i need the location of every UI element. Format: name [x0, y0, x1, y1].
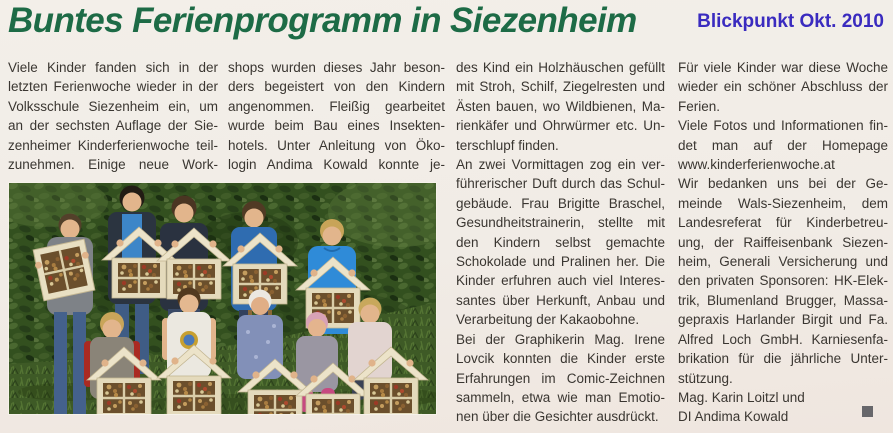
article-line: Alfred Loch GmbH. Karniesenfa-	[678, 331, 888, 347]
masthead-date: Blickpunkt Okt. 2010	[697, 11, 884, 32]
article-line: heim, Generali Versicherung und	[678, 254, 888, 270]
article-line: Erfahrungen im Comic-Zeichnen	[456, 370, 665, 386]
article-line: Volksschule Siezenheim ein, um	[8, 98, 218, 114]
article-line: terschlupf finden.	[456, 137, 559, 153]
article-line: an der sechsten Auflage der Sie-	[8, 118, 218, 134]
article-line: Viele Kinder fanden sich in der	[8, 60, 218, 75]
article-line: den privaten Sponsoren: HK-Elek-	[678, 273, 888, 289]
article-line: gepraxis Harlander Birgit und Fa.	[678, 312, 888, 328]
article-line: führerischer Duft durch das Schul-	[456, 176, 665, 192]
article-photo	[8, 182, 437, 415]
article-line: www.kinderferienwoche.at	[678, 157, 835, 173]
article-line: Schokolade und Pralinen her. Die	[456, 254, 665, 270]
article-line: Mag. Karin Loitzl und	[678, 389, 805, 405]
article-line: Ästen bauen, wo Wildbienen, Ma-	[456, 98, 665, 114]
article-line: zenheimer Kinderferienwoche teil-	[8, 137, 218, 153]
article-line: gebäude. Frau Brigitte Braschel,	[456, 195, 665, 211]
article-line: Gesundheitstrainerin, stellte mit	[456, 215, 665, 231]
article-line: An zwei Vormittagen zog ein ver-	[456, 157, 665, 173]
article-line: sammeln, etwa wie man Emotio-	[456, 389, 665, 405]
article-line: login Andima Kowald konnte je-	[228, 157, 445, 173]
article-line: Ferien.	[678, 98, 721, 114]
article-column-4	[678, 58, 888, 427]
article-line: DI Andima Kowald	[678, 409, 789, 425]
article-line: trik, Blumenland Brugger, Massa-	[678, 292, 888, 308]
article-line: stützung.	[678, 370, 733, 386]
article-line: Bei der Graphikerin Mag. Irene	[456, 331, 665, 347]
article-line: meinde Wals-Siezenheim, dem	[678, 195, 888, 211]
article-line: hotels. Unter Anleitung von Öko-	[228, 137, 445, 153]
article-line: letzten Ferienwoche wieder in der	[8, 79, 218, 95]
article-line: Lovcik konnten die Kinder erste	[456, 351, 665, 367]
article-line: brikation für die jährliche Unter-	[678, 351, 888, 367]
article-line: ders begeistert von den Kindern	[228, 79, 445, 95]
article-line: zunehmen. Einige neue Work-	[8, 157, 218, 173]
article-line: Verarbeitung der Kakaobohne.	[456, 312, 640, 328]
article-line: Kinder erfuhren auch viel Interes-	[456, 273, 665, 289]
article-line: Für viele Kinder war diese Woche	[678, 60, 888, 75]
article-title: Buntes Ferienprogramm in Siezenheim	[8, 1, 637, 40]
article-line: Landesreferat für Kinderbetreu-	[678, 215, 888, 231]
article-line: des Kind ein Holzhäuschen gefüllt	[456, 60, 665, 75]
article-line: wurde beim Bau eines Insekten-	[228, 118, 445, 134]
article-line: shops wurden dieses Jahr beson-	[228, 60, 445, 75]
article-line: nen über die Gesichter ausdrückt.	[456, 409, 659, 425]
article-column-1	[8, 58, 218, 174]
article-line: rienkäfer und Ohrwürmer etc. Un-	[456, 118, 665, 134]
article-line: det man auf der Homepage	[678, 137, 888, 153]
article-column-3	[456, 58, 665, 427]
article-line: Wir bedanken uns bei der Ge-	[678, 176, 888, 192]
article-line: santes über Herkunft, Anbau und	[456, 292, 665, 308]
article-line: den Kindern selbst gemachte	[456, 234, 665, 250]
end-of-article-marker	[862, 406, 873, 417]
article-line: ung, der Raiffeisenbank Siezen-	[678, 234, 888, 250]
article-line: Viele Fotos und Informationen fin-	[678, 118, 888, 134]
article-line: wieder ein schöner Abschluss der	[678, 79, 888, 95]
article-line: angenommen. Fleißig gearbeitet	[228, 98, 445, 114]
article-line: mit Stroh, Schilf, Ziegelresten und	[456, 79, 665, 95]
article-column-2	[228, 58, 445, 174]
